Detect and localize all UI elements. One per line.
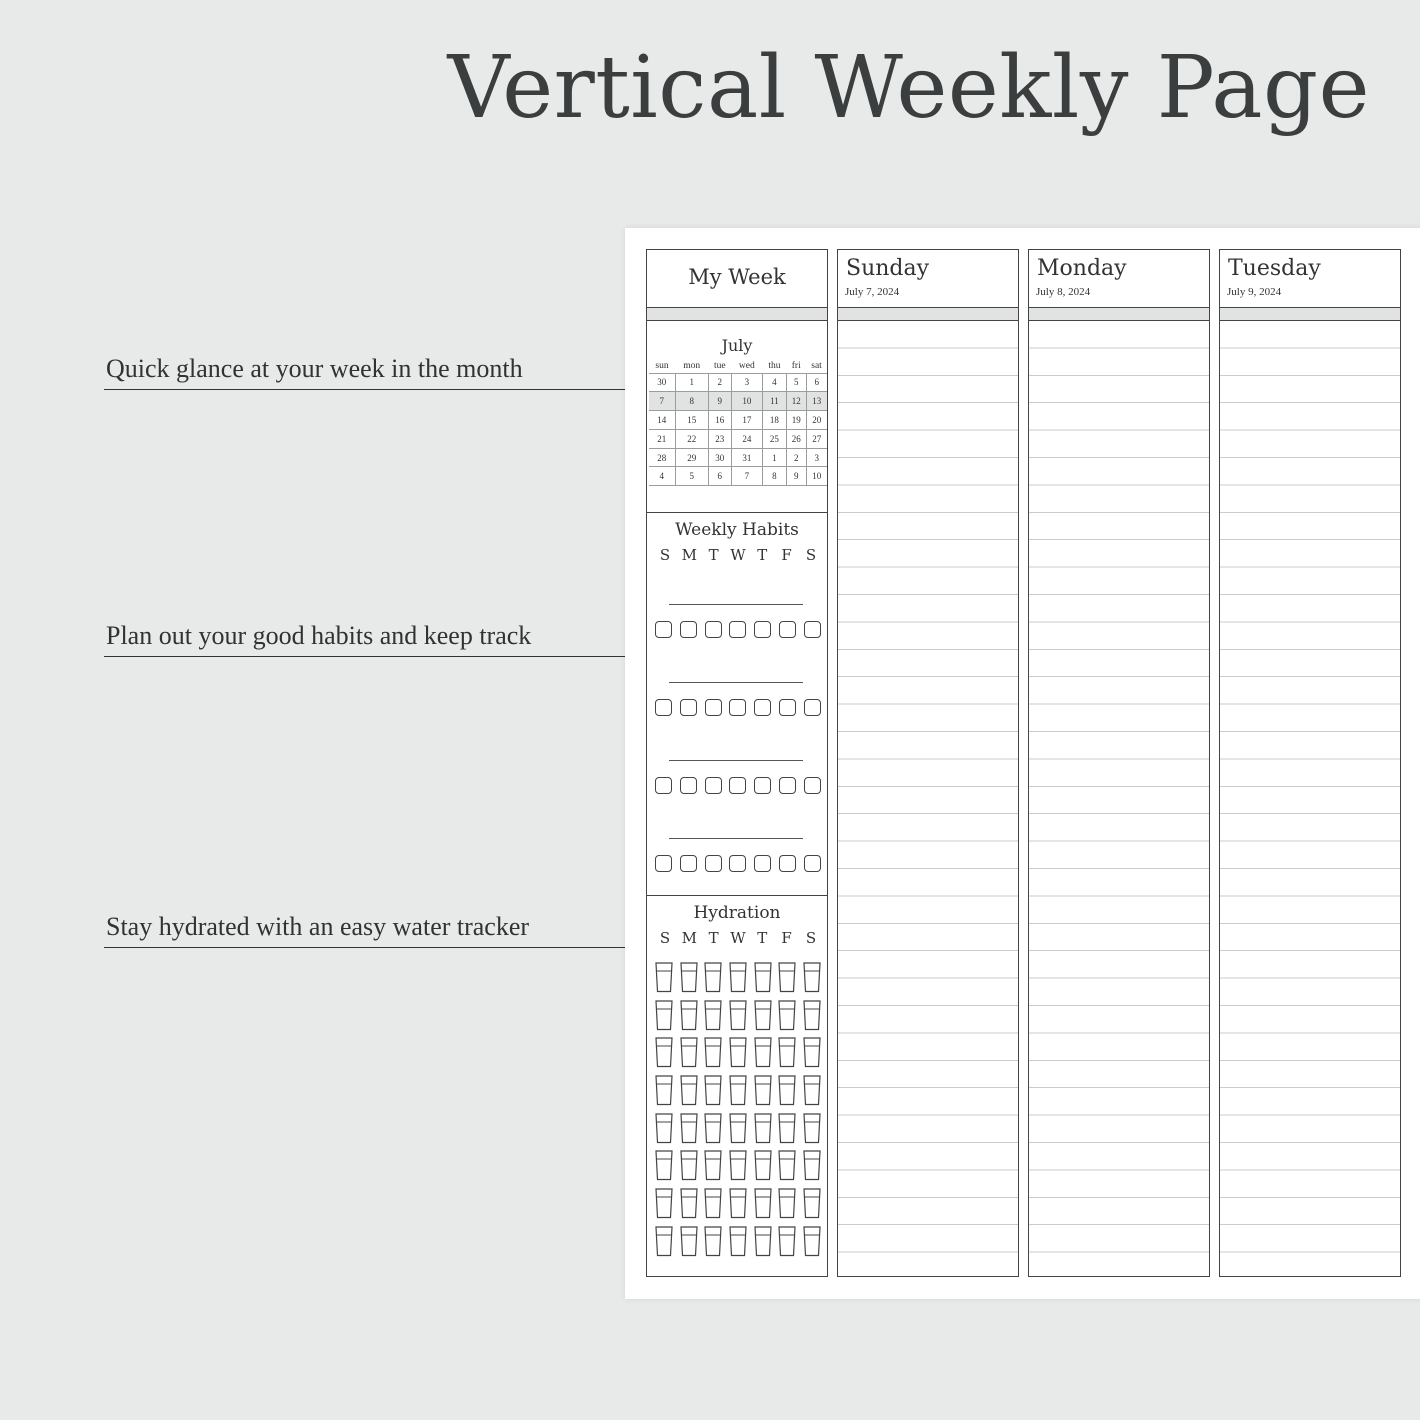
water-glass-icon[interactable] <box>704 1075 722 1106</box>
water-glass-icon[interactable] <box>655 1188 673 1219</box>
header-stripe <box>647 308 827 321</box>
habit-checkbox[interactable] <box>655 855 672 872</box>
water-glass-icon[interactable] <box>803 1075 821 1106</box>
calendar-day[interactable]: 29 <box>675 448 708 467</box>
day-header <box>1220 250 1400 308</box>
calendar-day[interactable]: 11 <box>762 392 786 411</box>
weekly-habits <box>647 513 827 896</box>
habit-checkbox-row <box>655 699 821 716</box>
my-week-title: My Week <box>688 265 786 289</box>
habit-checkbox[interactable] <box>729 699 746 716</box>
calendar-day[interactable]: 30 <box>649 373 675 392</box>
water-glass-icon[interactable] <box>778 1113 796 1144</box>
calendar-grid <box>649 359 827 486</box>
calendar-day[interactable]: 7 <box>731 467 762 486</box>
day-column-tuesday <box>1219 249 1401 1277</box>
habit-checkbox[interactable] <box>754 699 771 716</box>
calendar-week-row <box>649 392 827 411</box>
calendar-day[interactable]: 9 <box>708 392 731 411</box>
hydration-tracker <box>647 896 827 1278</box>
water-glass-icon[interactable] <box>704 1000 722 1031</box>
habit-checkbox[interactable] <box>680 855 697 872</box>
callout-habits-text: Plan out your good habits and keep track <box>106 621 532 650</box>
habit-checkbox[interactable] <box>705 855 722 872</box>
calendar-weekday: wed <box>738 360 755 371</box>
header-stripe <box>838 308 1018 321</box>
calendar-day[interactable]: 1 <box>762 448 786 467</box>
calendar-day[interactable]: 7 <box>649 392 675 411</box>
day-date: July 7, 2024 <box>845 286 900 298</box>
glass-row <box>655 1150 821 1188</box>
calendar-day[interactable]: 30 <box>708 448 731 467</box>
callout-calendar <box>104 354 638 390</box>
water-glass-icon[interactable] <box>778 1000 796 1031</box>
day-header <box>1029 250 1209 308</box>
water-glass-icon[interactable] <box>655 1075 673 1106</box>
water-glass-icon[interactable] <box>803 1113 821 1144</box>
calendar-day[interactable]: 5 <box>786 373 806 392</box>
water-glass-icon[interactable] <box>754 1150 772 1181</box>
water-glass-icon[interactable] <box>803 1188 821 1219</box>
water-glass-icon[interactable] <box>680 1037 698 1068</box>
water-glass-icon[interactable] <box>704 1037 722 1068</box>
calendar-weekday: sun <box>655 360 669 371</box>
day-letter: F <box>781 546 792 564</box>
calendar-day[interactable]: 10 <box>806 467 827 486</box>
header-stripe <box>1029 308 1209 321</box>
water-glass-icon[interactable] <box>729 1037 747 1068</box>
water-glass-icon[interactable] <box>754 1113 772 1144</box>
calendar-day[interactable]: 17 <box>731 411 762 430</box>
habit-checkbox[interactable] <box>705 699 722 716</box>
day-letter: F <box>781 929 792 947</box>
calendar-day[interactable]: 3 <box>806 448 827 467</box>
water-glass-icon[interactable] <box>729 962 747 993</box>
calendar-day[interactable]: 6 <box>806 373 827 392</box>
habit-checkbox[interactable] <box>680 621 697 638</box>
water-glass-icon[interactable] <box>754 1000 772 1031</box>
water-glass-icon[interactable] <box>778 962 796 993</box>
water-glass-icon[interactable] <box>655 1113 673 1144</box>
day-letter: S <box>805 929 817 947</box>
water-glass-grid <box>655 962 821 1264</box>
planner-page <box>625 228 1420 1299</box>
calendar-week-row <box>649 467 827 486</box>
calendar-day[interactable]: 16 <box>708 411 731 430</box>
calendar-weekday-row <box>649 359 827 373</box>
callout-line <box>104 947 634 949</box>
callout-calendar-text: Quick glance at your week in the month <box>106 354 523 383</box>
water-glass-icon[interactable] <box>704 1150 722 1181</box>
calendar-week-row <box>649 448 827 467</box>
water-glass-icon[interactable] <box>729 1226 747 1257</box>
habit-checkbox-row <box>655 855 821 872</box>
habit-checkbox-row <box>655 777 821 794</box>
water-glass-icon[interactable] <box>704 1226 722 1257</box>
glass-row <box>655 1075 821 1113</box>
day-column-sunday <box>837 249 1019 1277</box>
my-week-header <box>647 250 827 308</box>
calendar-day[interactable]: 27 <box>806 429 827 448</box>
habit-checkbox[interactable] <box>655 621 672 638</box>
calendar-day[interactable]: 31 <box>731 448 762 467</box>
calendar-day[interactable]: 3 <box>731 373 762 392</box>
water-glass-icon[interactable] <box>729 1188 747 1219</box>
glass-row <box>655 962 821 1000</box>
calendar-day[interactable]: 21 <box>649 429 675 448</box>
water-glass-icon[interactable] <box>655 1150 673 1181</box>
day-letter: W <box>730 546 746 564</box>
calendar-day[interactable]: 6 <box>708 467 731 486</box>
habit-checkbox[interactable] <box>754 621 771 638</box>
calendar-weekday: mon <box>683 360 701 371</box>
day-letter: T <box>757 929 768 947</box>
calendar-weekday: tue <box>713 360 726 371</box>
day-date: July 8, 2024 <box>1036 286 1091 298</box>
calendar-day[interactable]: 22 <box>675 429 708 448</box>
water-glass-icon[interactable] <box>754 1075 772 1106</box>
hydration-title: Hydration <box>693 903 781 923</box>
water-glass-icon[interactable] <box>754 1188 772 1219</box>
day-letter: S <box>659 929 671 947</box>
habits-title: Weekly Habits <box>675 520 799 540</box>
calendar-day[interactable]: 8 <box>675 392 708 411</box>
water-glass-icon[interactable] <box>680 1188 698 1219</box>
calendar-day[interactable]: 25 <box>762 429 786 448</box>
day-letter: W <box>730 929 746 947</box>
water-glass-icon[interactable] <box>729 1113 747 1144</box>
habit-checkbox[interactable] <box>729 777 746 794</box>
calendar-day[interactable]: 1 <box>675 373 708 392</box>
calendar-day[interactable]: 26 <box>786 429 806 448</box>
water-glass-icon[interactable] <box>803 1226 821 1257</box>
day-letter: M <box>681 546 697 564</box>
day-letter: S <box>659 546 671 564</box>
header-stripe <box>1220 308 1400 321</box>
callout-hydration-text: Stay hydrated with an easy water tracker <box>106 912 530 941</box>
water-glass-icon[interactable] <box>704 962 722 993</box>
callout-line <box>104 389 634 391</box>
calendar-weekday: sat <box>811 360 822 371</box>
habit-checkbox[interactable] <box>729 855 746 872</box>
habits-day-letters <box>655 546 821 564</box>
habit-checkbox[interactable] <box>804 855 821 872</box>
calendar-week-row <box>649 411 827 430</box>
water-glass-icon[interactable] <box>778 1150 796 1181</box>
glass-row <box>655 1000 821 1038</box>
habit-checkbox[interactable] <box>779 777 796 794</box>
mini-calendar <box>647 321 827 513</box>
calendar-day[interactable]: 12 <box>786 392 806 411</box>
calendar-day[interactable]: 2 <box>708 373 731 392</box>
water-glass-icon[interactable] <box>754 962 772 993</box>
calendar-day[interactable]: 13 <box>806 392 827 411</box>
calendar-weekday: fri <box>791 360 801 371</box>
habit-checkbox[interactable] <box>729 621 746 638</box>
water-glass-icon[interactable] <box>754 1037 772 1068</box>
habit-checkbox-row <box>655 621 821 638</box>
callout-habits <box>104 621 638 657</box>
water-glass-icon[interactable] <box>704 1113 722 1144</box>
water-glass-icon[interactable] <box>778 1075 796 1106</box>
calendar-day[interactable]: 10 <box>731 392 762 411</box>
callout-hydration <box>104 912 638 948</box>
day-header <box>838 250 1018 308</box>
calendar-day[interactable]: 4 <box>762 373 786 392</box>
habit-checkbox[interactable] <box>705 777 722 794</box>
water-glass-icon[interactable] <box>680 1113 698 1144</box>
calendar-day[interactable]: 19 <box>786 411 806 430</box>
day-name: Tuesday <box>1228 256 1321 281</box>
my-week-column <box>646 249 828 1277</box>
water-glass-icon[interactable] <box>803 1037 821 1068</box>
hydration-day-letters <box>655 929 821 947</box>
habit-name-line[interactable] <box>669 604 803 605</box>
water-glass-icon[interactable] <box>655 1226 673 1257</box>
water-glass-icon[interactable] <box>680 1150 698 1181</box>
habit-checkbox[interactable] <box>754 777 771 794</box>
day-letter: S <box>805 546 817 564</box>
habit-checkbox[interactable] <box>655 699 672 716</box>
calendar-day[interactable]: 5 <box>675 467 708 486</box>
water-glass-icon[interactable] <box>680 1000 698 1031</box>
habit-checkbox[interactable] <box>655 777 672 794</box>
habit-name-line[interactable] <box>669 682 803 683</box>
calendar-day[interactable]: 24 <box>731 429 762 448</box>
water-glass-icon[interactable] <box>680 1075 698 1106</box>
calendar-week-row <box>649 373 827 392</box>
ruled-lines[interactable] <box>838 321 1018 1277</box>
calendar-day[interactable]: 8 <box>762 467 786 486</box>
calendar-day[interactable]: 14 <box>649 411 675 430</box>
habit-checkbox[interactable] <box>804 621 821 638</box>
habit-checkbox[interactable] <box>680 777 697 794</box>
day-column-monday <box>1028 249 1210 1277</box>
day-name: Monday <box>1037 256 1127 281</box>
day-letter: T <box>757 546 768 564</box>
water-glass-icon[interactable] <box>729 1075 747 1106</box>
water-glass-icon[interactable] <box>778 1188 796 1219</box>
habit-name-line[interactable] <box>669 760 803 761</box>
habit-checkbox[interactable] <box>779 699 796 716</box>
glass-row <box>655 1226 821 1264</box>
water-glass-icon[interactable] <box>655 962 673 993</box>
water-glass-icon[interactable] <box>729 1000 747 1031</box>
habit-checkbox[interactable] <box>804 699 821 716</box>
water-glass-icon[interactable] <box>704 1188 722 1219</box>
water-glass-icon[interactable] <box>729 1150 747 1181</box>
glass-row <box>655 1188 821 1226</box>
day-name: Sunday <box>846 256 930 281</box>
day-letter: M <box>681 929 697 947</box>
water-glass-icon[interactable] <box>655 1000 673 1031</box>
habit-checkbox[interactable] <box>779 855 796 872</box>
water-glass-icon[interactable] <box>680 1226 698 1257</box>
main-title: Vertical Weekly Page <box>447 38 1370 138</box>
habit-checkbox[interactable] <box>680 699 697 716</box>
glass-row <box>655 1037 821 1075</box>
ruled-lines[interactable] <box>1029 321 1209 1277</box>
callout-line <box>104 656 634 658</box>
habit-checkbox[interactable] <box>705 621 722 638</box>
water-glass-icon[interactable] <box>778 1226 796 1257</box>
water-glass-icon[interactable] <box>803 1000 821 1031</box>
glass-row <box>655 1113 821 1151</box>
calendar-month: July <box>721 336 753 355</box>
habit-checkbox[interactable] <box>804 777 821 794</box>
water-glass-icon[interactable] <box>655 1037 673 1068</box>
habit-name-line[interactable] <box>669 838 803 839</box>
calendar-day[interactable]: 9 <box>786 467 806 486</box>
calendar-day[interactable]: 23 <box>708 429 731 448</box>
water-glass-icon[interactable] <box>754 1226 772 1257</box>
calendar-week-row <box>649 429 827 448</box>
habit-checkbox[interactable] <box>754 855 771 872</box>
calendar-day[interactable]: 28 <box>649 448 675 467</box>
calendar-weekday: thu <box>768 360 781 371</box>
water-glass-icon[interactable] <box>778 1037 796 1068</box>
water-glass-icon[interactable] <box>803 1150 821 1181</box>
water-glass-icon[interactable] <box>803 962 821 993</box>
calendar-day[interactable]: 15 <box>675 411 708 430</box>
day-letter: T <box>708 546 719 564</box>
calendar-day[interactable]: 18 <box>762 411 786 430</box>
calendar-day[interactable]: 4 <box>649 467 675 486</box>
water-glass-icon[interactable] <box>680 962 698 993</box>
day-date: July 9, 2024 <box>1227 286 1282 298</box>
calendar-day[interactable]: 20 <box>806 411 827 430</box>
calendar-day[interactable]: 2 <box>786 448 806 467</box>
habit-checkbox[interactable] <box>779 621 796 638</box>
ruled-lines[interactable] <box>1220 321 1400 1277</box>
day-letter: T <box>708 929 719 947</box>
